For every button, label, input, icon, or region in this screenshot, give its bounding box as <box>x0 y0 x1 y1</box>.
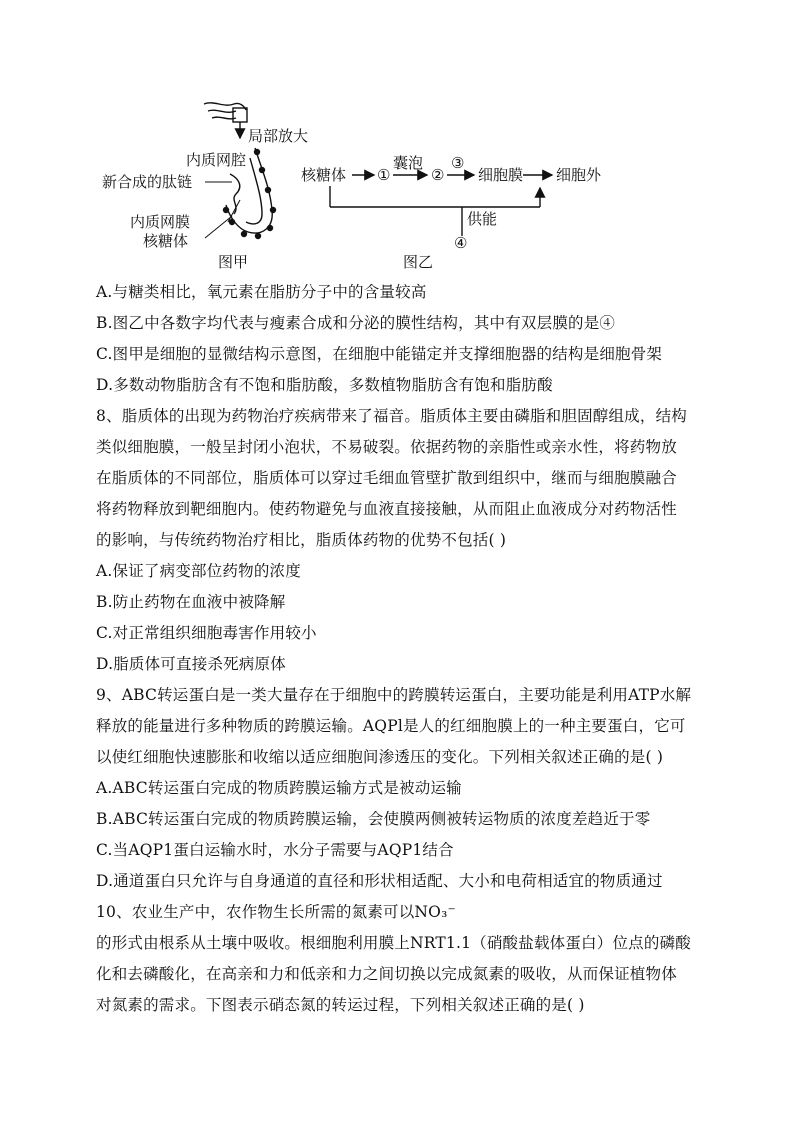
node-ribosome: 核糖体 <box>301 166 347 184</box>
option-line: D.脂质体可直接杀死病原体 <box>96 655 286 673</box>
option-line: C.当AQP1蛋白运输水时，水分子需要与AQP1结合 <box>96 841 454 859</box>
leader-lines <box>205 182 240 238</box>
node-step-2: ② <box>431 166 445 184</box>
label-local-enlarge: 局部放大 <box>248 127 309 145</box>
question-10-stem: 对氮素的需求。下图表示硝态氮的转运过程，下列相关叙述正确的是( ) <box>96 996 585 1014</box>
figure-area <box>0 0 794 280</box>
option-line: A.ABC转运蛋白完成的物质跨膜运输方式是被动运输 <box>96 779 462 797</box>
question-9-stem: 以使红细胞快速膨胀和收缩以适应细胞间渗透压的变化。下列相关叙述正确的是( ) <box>96 748 664 766</box>
flow-arrows <box>330 175 552 236</box>
figure-drawing <box>0 0 794 280</box>
question-8-stem: 将药物释放到靶细胞内。使药物避免与血液直接接触，从而阻止血液成分对药物活性 <box>96 500 677 518</box>
node-step-4: ④ <box>454 234 468 252</box>
question-9-stem: 释放的能量进行多种物质的跨膜运输。AQPl是人的红细胞膜上的一种主要蛋白，它可 <box>96 717 686 735</box>
option-line: B.防止药物在血液中被降解 <box>96 593 286 611</box>
question-10-stem: 10、农业生产中，农作物生长所需的氮素可以NO₃⁻ <box>96 903 456 921</box>
node-outside-cell: 细胞外 <box>556 166 602 184</box>
node-step-1: ① <box>377 166 391 184</box>
question-8-stem: 类似细胞膜，一般呈封闭小泡状，不易破裂。依据药物的亲脂性或亲水性，将药物放 <box>96 438 677 456</box>
label-ribosome: 核糖体 <box>143 232 189 250</box>
question-9-stem: 9、ABC转运蛋白是一类大量存在于细胞中的跨膜转运蛋白，主要功能是利用ATP水解 <box>96 686 692 704</box>
label-er-membrane: 内质网膜 <box>130 213 191 231</box>
option-line: D.多数动物脂肪含有不饱和脂肪酸，多数植物脂肪含有饱和脂肪酸 <box>96 376 553 394</box>
option-line: D.通道蛋白只允许与自身通道的直径和形状相适配、大小和电荷相适宜的物质通过 <box>96 872 663 890</box>
question-8-stem: 的影响，与传统药物治疗相比，脂质体药物的优势不包括( ) <box>96 531 507 549</box>
label-er-lumen: 内质网腔 <box>186 151 247 169</box>
label-energy-supply: 供能 <box>467 210 498 228</box>
option-line: C.图甲是细胞的显微结构示意图，在细胞中能锚定并支撑细胞器的结构是细胞骨架 <box>96 345 663 363</box>
question-8-stem: 在脂质体的不同部位，脂质体可以穿过毛细血管壁扩散到组织中，继而与细胞膜融合 <box>96 469 677 487</box>
node-cell-membrane: 细胞膜 <box>478 166 524 184</box>
option-line: A.与糖类相比，氧元素在脂肪分子中的含量较高 <box>96 283 427 301</box>
question-8-stem: 8、脂质体的出现为药物治疗疾病带来了福音。脂质体主要由磷脂和胆固醇组成，结构 <box>96 407 687 425</box>
label-new-peptide: 新合成的肽链 <box>102 173 193 191</box>
question-10-stem: 化和去磷酸化，在高亲和力和低亲和力之间切换以完成氮素的吸收，从而保证植物体 <box>96 965 677 983</box>
label-step-3: ③ <box>451 154 465 172</box>
option-line: B.图乙中各数字均代表与瘦素合成和分泌的膜性结构，其中有双层膜的是④ <box>96 314 616 332</box>
question-10-stem: 的形式由根系从土壤中吸收。根细胞利用膜上NRT1.1（硝酸盐载体蛋白）位点的磷酸 <box>96 934 691 952</box>
caption-fig-yi: 图乙 <box>403 253 434 271</box>
option-line: A.保证了病变部位药物的浓度 <box>96 562 301 580</box>
label-vesicle: 囊泡 <box>393 154 424 172</box>
option-line: C.对正常组织细胞毒害作用较小 <box>96 624 317 642</box>
caption-fig-jia: 图甲 <box>218 253 249 271</box>
option-line: B.ABC转运蛋白完成的物质跨膜运输，会使膜两侧被转运物质的浓度差趋近于零 <box>96 810 651 828</box>
